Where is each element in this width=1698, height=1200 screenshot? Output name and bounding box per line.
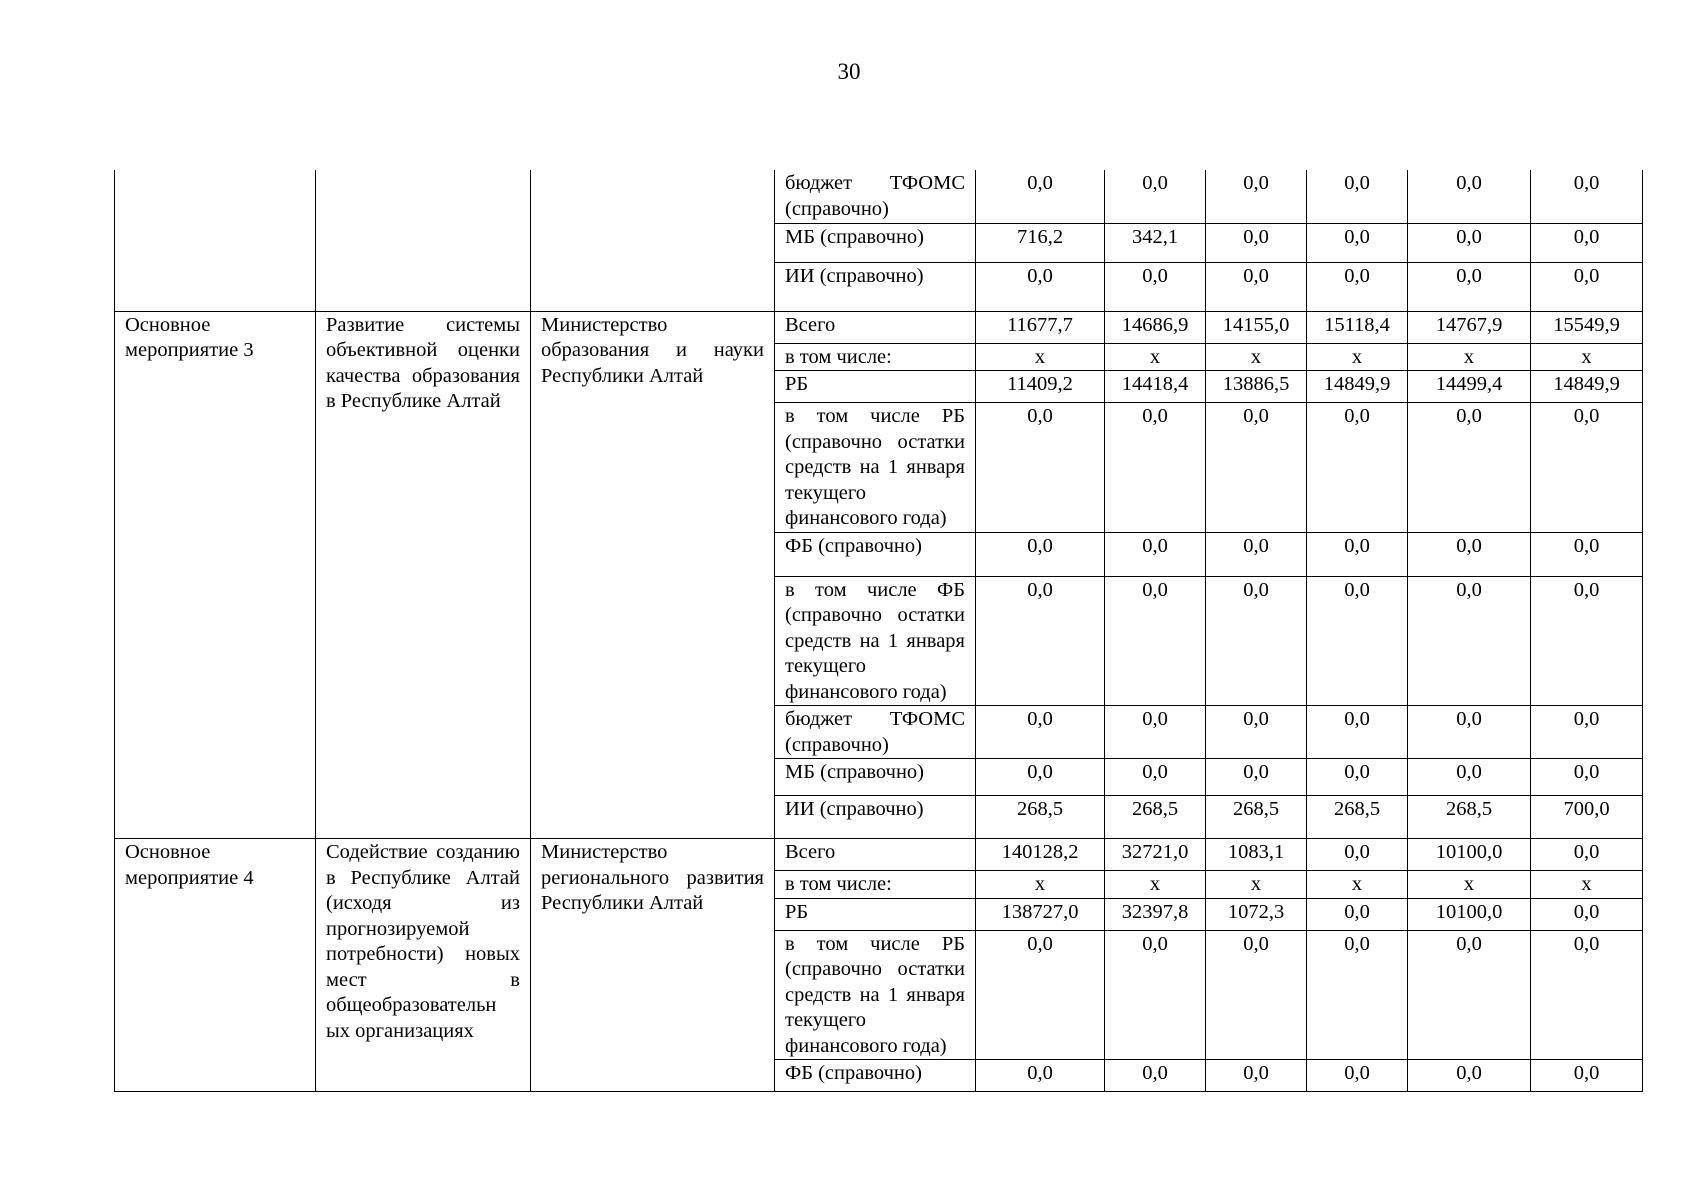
amount-cell: x — [1408, 343, 1531, 371]
executor-cell — [531, 170, 775, 311]
amount-cell: 0,0 — [1531, 706, 1643, 759]
amount-cell: 0,0 — [1206, 403, 1307, 533]
amount-cell: 0,0 — [1408, 706, 1531, 759]
amount-cell: 0,0 — [1105, 262, 1206, 311]
funding-source-label: в том числе РБ (справочно остатки средств на 1 января текущего финансового года) — [775, 930, 976, 1060]
amount-cell: 0,0 — [976, 759, 1105, 796]
activity-name-cell: Основное мероприятие 3 — [115, 311, 316, 839]
amount-cell: 0,0 — [1531, 223, 1643, 262]
table-row — [115, 839, 1643, 871]
amount-cell: 268,5 — [1307, 796, 1408, 839]
executor-cell: Министерство образования и науки Республики Алтай — [531, 311, 775, 839]
amount-cell: 0,0 — [1531, 403, 1643, 533]
amount-cell: 716,2 — [976, 223, 1105, 262]
amount-cell: 14767,9 — [1408, 311, 1531, 343]
amount-cell: 0,0 — [1206, 706, 1307, 759]
funding-source-label: ИИ (справочно) — [775, 262, 976, 311]
amount-cell: 0,0 — [1531, 170, 1643, 223]
amount-cell: 0,0 — [1307, 170, 1408, 223]
amount-cell: 140128,2 — [976, 839, 1105, 871]
amount-cell: 0,0 — [1408, 532, 1531, 576]
amount-cell: 0,0 — [1206, 1060, 1307, 1092]
budget-table — [114, 170, 1643, 1092]
activity-description-cell: Развитие системы объективной оценки качества образования в Республике Алтай — [316, 311, 531, 839]
amount-cell: 11677,7 — [976, 311, 1105, 343]
table-row — [115, 170, 1643, 223]
amount-cell: 0,0 — [1307, 898, 1408, 930]
funding-source-label: ФБ (справочно) — [775, 1060, 976, 1092]
amount-cell: 14849,9 — [1531, 371, 1643, 403]
amount-cell: 0,0 — [1531, 1060, 1643, 1092]
funding-source-label: в том числе: — [775, 343, 976, 371]
amount-cell: 13886,5 — [1206, 371, 1307, 403]
amount-cell: 0,0 — [976, 576, 1105, 706]
amount-cell: 0,0 — [1307, 930, 1408, 1060]
amount-cell: 0,0 — [1531, 759, 1643, 796]
amount-cell: 0,0 — [1307, 706, 1408, 759]
amount-cell: 0,0 — [976, 532, 1105, 576]
amount-cell: 0,0 — [1105, 759, 1206, 796]
amount-cell: 0,0 — [1408, 930, 1531, 1060]
amount-cell: x — [1531, 871, 1643, 899]
amount-cell: 0,0 — [1531, 576, 1643, 706]
amount-cell: 700,0 — [1531, 796, 1643, 839]
amount-cell: 0,0 — [1206, 576, 1307, 706]
amount-cell: 0,0 — [1307, 532, 1408, 576]
amount-cell: 0,0 — [1531, 262, 1643, 311]
amount-cell: 0,0 — [1307, 223, 1408, 262]
amount-cell: 0,0 — [1307, 403, 1408, 533]
amount-cell: 0,0 — [1105, 930, 1206, 1060]
funding-source-label: МБ (справочно) — [775, 223, 976, 262]
amount-cell: 0,0 — [1105, 1060, 1206, 1092]
funding-source-label: Всего — [775, 839, 976, 871]
amount-cell: 0,0 — [1105, 706, 1206, 759]
amount-cell: 0,0 — [1206, 170, 1307, 223]
amount-cell: 342,1 — [1105, 223, 1206, 262]
amount-cell: 268,5 — [1105, 796, 1206, 839]
amount-cell: 15118,4 — [1307, 311, 1408, 343]
amount-cell: 0,0 — [1105, 403, 1206, 533]
amount-cell: 0,0 — [1408, 1060, 1531, 1092]
amount-cell: 32721,0 — [1105, 839, 1206, 871]
funding-source-label: ФБ (справочно) — [775, 532, 976, 576]
amount-cell: 0,0 — [1307, 839, 1408, 871]
amount-cell: 0,0 — [1307, 262, 1408, 311]
amount-cell: 14155,0 — [1206, 311, 1307, 343]
amount-cell: 0,0 — [1408, 759, 1531, 796]
amount-cell: 0,0 — [1307, 759, 1408, 796]
amount-cell: x — [976, 871, 1105, 899]
amount-cell: 0,0 — [1105, 576, 1206, 706]
amount-cell: 268,5 — [1206, 796, 1307, 839]
amount-cell: 0,0 — [1531, 532, 1643, 576]
amount-cell: 0,0 — [1105, 170, 1206, 223]
amount-cell: 268,5 — [976, 796, 1105, 839]
amount-cell: 0,0 — [976, 930, 1105, 1060]
amount-cell: 0,0 — [1206, 532, 1307, 576]
amount-cell: 32397,8 — [1105, 898, 1206, 930]
funding-source-label: Всего — [775, 311, 976, 343]
amount-cell: 0,0 — [1307, 576, 1408, 706]
amount-cell: 0,0 — [1206, 223, 1307, 262]
amount-cell: 0,0 — [1531, 930, 1643, 1060]
amount-cell: 0,0 — [976, 262, 1105, 311]
amount-cell: 14686,9 — [1105, 311, 1206, 343]
amount-cell: 10100,0 — [1408, 898, 1531, 930]
funding-source-label: в том числе РБ (справочно остатки средств на 1 января текущего финансового года) — [775, 403, 976, 533]
funding-source-label: в том числе ФБ (справочно остатки средств на 1 января текущего финансового года) — [775, 576, 976, 706]
amount-cell: 0,0 — [1206, 930, 1307, 1060]
amount-cell: 0,0 — [1206, 759, 1307, 796]
amount-cell: x — [1307, 871, 1408, 899]
activity-description-cell — [316, 170, 531, 311]
amount-cell: 1072,3 — [1206, 898, 1307, 930]
amount-cell: x — [976, 343, 1105, 371]
amount-cell: x — [1206, 343, 1307, 371]
amount-cell: 0,0 — [1105, 532, 1206, 576]
amount-cell: x — [1531, 343, 1643, 371]
amount-cell: 11409,2 — [976, 371, 1105, 403]
amount-cell: 15549,9 — [1531, 311, 1643, 343]
amount-cell: 10100,0 — [1408, 839, 1531, 871]
activity-name-cell — [115, 170, 316, 311]
amount-cell: x — [1206, 871, 1307, 899]
funding-source-label: бюджет ТФОМС (справочно) — [775, 706, 976, 759]
funding-source-label: РБ — [775, 898, 976, 930]
amount-cell: x — [1408, 871, 1531, 899]
funding-source-label: РБ — [775, 371, 976, 403]
funding-source-label: в том числе: — [775, 871, 976, 899]
amount-cell: 0,0 — [976, 1060, 1105, 1092]
amount-cell: 0,0 — [1408, 403, 1531, 533]
amount-cell: x — [1105, 343, 1206, 371]
amount-cell: 14499,4 — [1408, 371, 1531, 403]
amount-cell: 0,0 — [976, 403, 1105, 533]
activity-name-cell: Основное мероприятие 4 — [115, 839, 316, 1092]
table-row — [115, 311, 1643, 343]
amount-cell: 0,0 — [976, 706, 1105, 759]
amount-cell: 0,0 — [1531, 839, 1643, 871]
amount-cell: 0,0 — [1206, 262, 1307, 311]
page-number: 30 — [837, 59, 861, 84]
activity-description-cell: Содействие созданию в Республике Алтай (исходя из прогнозируемой потребности) новых мест в общеобразовательн ых организациях — [316, 839, 531, 1092]
amount-cell: 0,0 — [1408, 223, 1531, 262]
amount-cell: 0,0 — [976, 170, 1105, 223]
amount-cell: x — [1307, 343, 1408, 371]
funding-source-label: ИИ (справочно) — [775, 796, 976, 839]
amount-cell: 1083,1 — [1206, 839, 1307, 871]
amount-cell: 0,0 — [1408, 170, 1531, 223]
funding-source-label: бюджет ТФОМС (справочно) — [775, 170, 976, 223]
amount-cell: 14418,4 — [1105, 371, 1206, 403]
amount-cell: 0,0 — [1531, 898, 1643, 930]
amount-cell: 14849,9 — [1307, 371, 1408, 403]
amount-cell: 0,0 — [1408, 576, 1531, 706]
amount-cell: 0,0 — [1307, 1060, 1408, 1092]
amount-cell: 138727,0 — [976, 898, 1105, 930]
amount-cell: x — [1105, 871, 1206, 899]
amount-cell: 0,0 — [1408, 262, 1531, 311]
executor-cell: Министерство регионального развития Республики Алтай — [531, 839, 775, 1092]
funding-source-label: МБ (справочно) — [775, 759, 976, 796]
amount-cell: 268,5 — [1408, 796, 1531, 839]
